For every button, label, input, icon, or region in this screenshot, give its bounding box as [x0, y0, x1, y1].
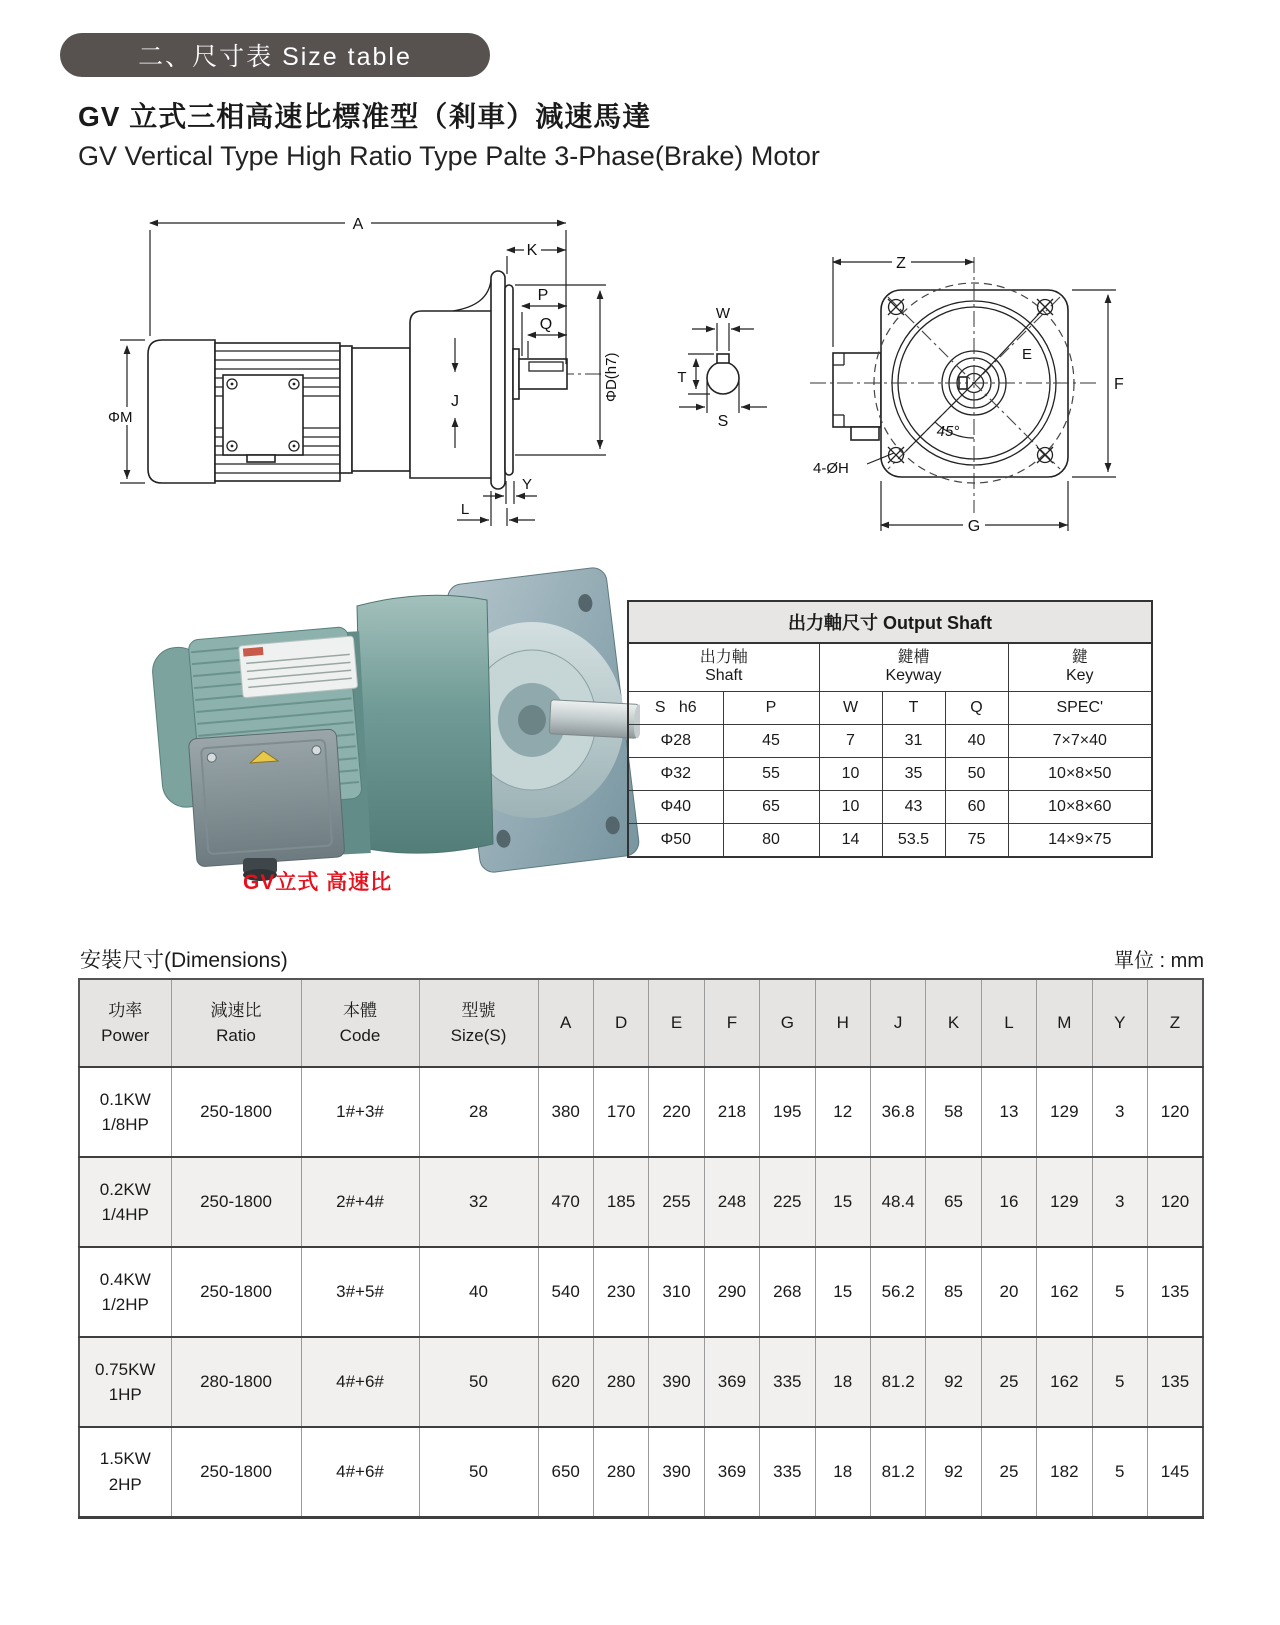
cell: 43 — [882, 790, 945, 823]
cell: 60 — [945, 790, 1008, 823]
col-header: W — [819, 691, 882, 724]
cell: 390 — [649, 1337, 704, 1427]
dim-label-k: K — [526, 242, 538, 259]
cell: 16 — [981, 1157, 1036, 1247]
dim-label-q: Q — [539, 316, 553, 333]
table-row — [628, 601, 1152, 643]
col-header: E — [649, 979, 704, 1067]
section-badge — [60, 33, 490, 77]
cell: 218 — [704, 1067, 759, 1157]
cell: 25 — [981, 1337, 1036, 1427]
cell: 28 — [419, 1067, 538, 1157]
page-title-zh: GV 立式三相高速比標准型（剎車）減速馬達 — [78, 101, 652, 132]
cell: 10×8×60 — [1008, 790, 1152, 823]
col-header: SPEC' — [1008, 691, 1152, 724]
col-header: Q — [945, 691, 1008, 724]
dim-label-z: Z — [896, 255, 906, 272]
cell: 170 — [593, 1067, 648, 1157]
cell: 3 — [1092, 1067, 1147, 1157]
cell: 2#+4# — [301, 1157, 419, 1247]
front-view-drawing — [648, 205, 1168, 535]
cell: 15 — [815, 1247, 870, 1337]
dim-label-w: W — [715, 305, 731, 322]
table-row — [628, 790, 1152, 823]
cell: 540 — [538, 1247, 593, 1337]
cell: 36.8 — [870, 1067, 925, 1157]
col-header: L — [981, 979, 1036, 1067]
cell: 280 — [593, 1337, 648, 1427]
cell: 369 — [704, 1427, 759, 1517]
cell: 290 — [704, 1247, 759, 1337]
gear-housing — [357, 595, 493, 853]
cell: 15 — [815, 1157, 870, 1247]
cell: 35 — [882, 757, 945, 790]
cell: 230 — [593, 1247, 648, 1337]
cell: 310 — [649, 1247, 704, 1337]
cell: 129 — [1037, 1157, 1092, 1247]
cell: 10×8×50 — [1008, 757, 1152, 790]
dim-label-phid: ΦD(h7) — [603, 352, 620, 402]
cell: 40 — [945, 724, 1008, 757]
cell: 7 — [819, 724, 882, 757]
output-shaft-table — [627, 600, 1153, 858]
cell: 81.2 — [870, 1427, 925, 1517]
cell: 50 — [945, 757, 1008, 790]
cell: 5 — [1092, 1337, 1147, 1427]
col-header: Y — [1092, 979, 1147, 1067]
cell: 18 — [815, 1337, 870, 1427]
col-header: J — [870, 979, 925, 1067]
cell: 369 — [704, 1337, 759, 1427]
cell: 13 — [981, 1067, 1036, 1157]
cell: 220 — [649, 1067, 704, 1157]
table-row — [79, 1337, 1203, 1427]
cell: 135 — [1147, 1337, 1203, 1427]
photo-caption: GV立式 高速比 — [243, 871, 393, 894]
product-photo — [95, 548, 640, 883]
cell: 250-1800 — [171, 1247, 301, 1337]
unit-label: 單位 : mm — [1114, 950, 1204, 972]
dim-label-angle: 45° — [936, 423, 960, 440]
cell: 92 — [926, 1427, 981, 1517]
dim-label-p: P — [537, 287, 549, 304]
cell: 268 — [760, 1247, 815, 1337]
table-row — [79, 1067, 1203, 1157]
cell: 120 — [1147, 1157, 1203, 1247]
cell: 3 — [1092, 1157, 1147, 1247]
header-row — [79, 979, 1203, 1067]
cell: 25 — [981, 1427, 1036, 1517]
cell: 31 — [882, 724, 945, 757]
cell: 120 — [1147, 1067, 1203, 1157]
col-header: T — [882, 691, 945, 724]
cell: 40 — [419, 1247, 538, 1337]
cell: 50 — [419, 1427, 538, 1517]
cell: 10 — [819, 790, 882, 823]
col-header: K — [926, 979, 981, 1067]
col-header: P — [723, 691, 819, 724]
cell: 280 — [593, 1427, 648, 1517]
dim-label-holes: 4-ØH — [813, 460, 849, 477]
cell: 58 — [926, 1067, 981, 1157]
dimensions-label: 安裝尺寸(Dimensions) — [80, 949, 288, 972]
dim-label-a: A — [352, 216, 364, 233]
dim-label-f: F — [1114, 376, 1124, 393]
table-row — [628, 643, 1152, 691]
dim-label-phim: ΦM — [108, 409, 133, 426]
col-header-code: 本體 Code — [301, 979, 419, 1067]
cell: 56.2 — [870, 1247, 925, 1337]
cell: Φ28 — [628, 724, 723, 757]
cell: 55 — [723, 757, 819, 790]
dimension-table — [78, 978, 1204, 1519]
terminal-box — [188, 729, 345, 867]
cell: 65 — [723, 790, 819, 823]
cell: 45 — [723, 724, 819, 757]
cell: 3#+5# — [301, 1247, 419, 1337]
col-header-power: 功率 Power — [101, 1000, 150, 1045]
page-title-en: GV Vertical Type High Ratio Type Palte 3-Phase(Brake) Motor — [78, 141, 820, 171]
cell: 81.2 — [870, 1337, 925, 1427]
cell: 10 — [819, 757, 882, 790]
cell: 650 — [538, 1427, 593, 1517]
cell: 32 — [419, 1157, 538, 1247]
cell: 14 — [819, 823, 882, 857]
cell: 280-1800 — [171, 1337, 301, 1427]
col-header: S h6 — [628, 691, 723, 724]
col-header: M — [1037, 979, 1092, 1067]
cell: 185 — [593, 1157, 648, 1247]
cell: 53.5 — [882, 823, 945, 857]
dim-label-e: E — [1022, 346, 1033, 363]
cell-power: 1.5KW 2HP — [99, 1449, 151, 1494]
cell-power: 0.1KW 1/8HP — [99, 1089, 151, 1134]
cell: 182 — [1037, 1427, 1092, 1517]
table-row — [628, 823, 1152, 857]
cell: 50 — [419, 1337, 538, 1427]
col-header: G — [760, 979, 815, 1067]
cell: 14×9×75 — [1008, 823, 1152, 857]
table-row — [79, 1427, 1203, 1517]
dim-label-j: J — [451, 393, 459, 410]
col-header: Z — [1147, 979, 1203, 1067]
section-badge-label: 二、尺寸表 Size table — [138, 43, 412, 71]
cell: 7×7×40 — [1008, 724, 1152, 757]
cell: 195 — [760, 1067, 815, 1157]
cell: 390 — [649, 1427, 704, 1517]
cell-power: 0.75KW 1HP — [95, 1359, 156, 1404]
group-keyway: 鍵槽 Keyway — [819, 643, 1008, 691]
cell: 162 — [1037, 1247, 1092, 1337]
col-header: A — [538, 979, 593, 1067]
side-view-drawing — [105, 188, 620, 533]
cell: 92 — [926, 1337, 981, 1427]
cell: 225 — [760, 1157, 815, 1247]
table-row — [628, 691, 1152, 724]
col-header: H — [815, 979, 870, 1067]
cell: Φ50 — [628, 823, 723, 857]
cell-power: 0.4KW 1/2HP — [99, 1269, 151, 1314]
cell: 248 — [704, 1157, 759, 1247]
col-header: F — [704, 979, 759, 1067]
cell: 470 — [538, 1157, 593, 1247]
cell: 12 — [815, 1067, 870, 1157]
dim-label-y: Y — [522, 476, 533, 493]
cell: 85 — [926, 1247, 981, 1337]
cell: 335 — [760, 1337, 815, 1427]
cell: 135 — [1147, 1247, 1203, 1337]
cell: 145 — [1147, 1427, 1203, 1517]
cell-power: 0.2KW 1/4HP — [99, 1179, 151, 1224]
cell: Φ40 — [628, 790, 723, 823]
cell: 250-1800 — [171, 1157, 301, 1247]
dim-label-t: T — [677, 369, 687, 386]
cell: 4#+6# — [301, 1337, 419, 1427]
cell: 255 — [649, 1157, 704, 1247]
group-key: 鍵 Key — [1008, 643, 1152, 691]
cell: 18 — [815, 1427, 870, 1517]
col-header-ratio: 減速比 Ratio — [171, 979, 301, 1067]
dim-label-l: L — [460, 501, 470, 518]
table-row — [79, 1247, 1203, 1337]
cell: 65 — [926, 1157, 981, 1247]
table-row — [628, 757, 1152, 790]
cell: 250-1800 — [171, 1067, 301, 1157]
group-shaft: 出力軸 Shaft — [628, 643, 819, 691]
cell: 20 — [981, 1247, 1036, 1337]
cell: 250-1800 — [171, 1427, 301, 1517]
cell: 620 — [538, 1337, 593, 1427]
dim-label-g: G — [967, 518, 981, 535]
cell: 335 — [760, 1427, 815, 1517]
table-row — [628, 724, 1152, 757]
cell: 5 — [1092, 1247, 1147, 1337]
col-header-size: 型號 Size(S) — [419, 979, 538, 1067]
col-header: D — [593, 979, 648, 1067]
cell: 80 — [723, 823, 819, 857]
cell: 129 — [1037, 1067, 1092, 1157]
cell: 380 — [538, 1067, 593, 1157]
table-row — [79, 1157, 1203, 1247]
output-shaft-table-title: 出力軸尺寸 Output Shaft — [628, 601, 1152, 643]
cell: 1#+3# — [301, 1067, 419, 1157]
cell: 5 — [1092, 1427, 1147, 1517]
cell: Φ32 — [628, 757, 723, 790]
dim-label-s: S — [717, 413, 729, 430]
cell: 4#+6# — [301, 1427, 419, 1517]
cell: 48.4 — [870, 1157, 925, 1247]
cell: 162 — [1037, 1337, 1092, 1427]
cell: 75 — [945, 823, 1008, 857]
